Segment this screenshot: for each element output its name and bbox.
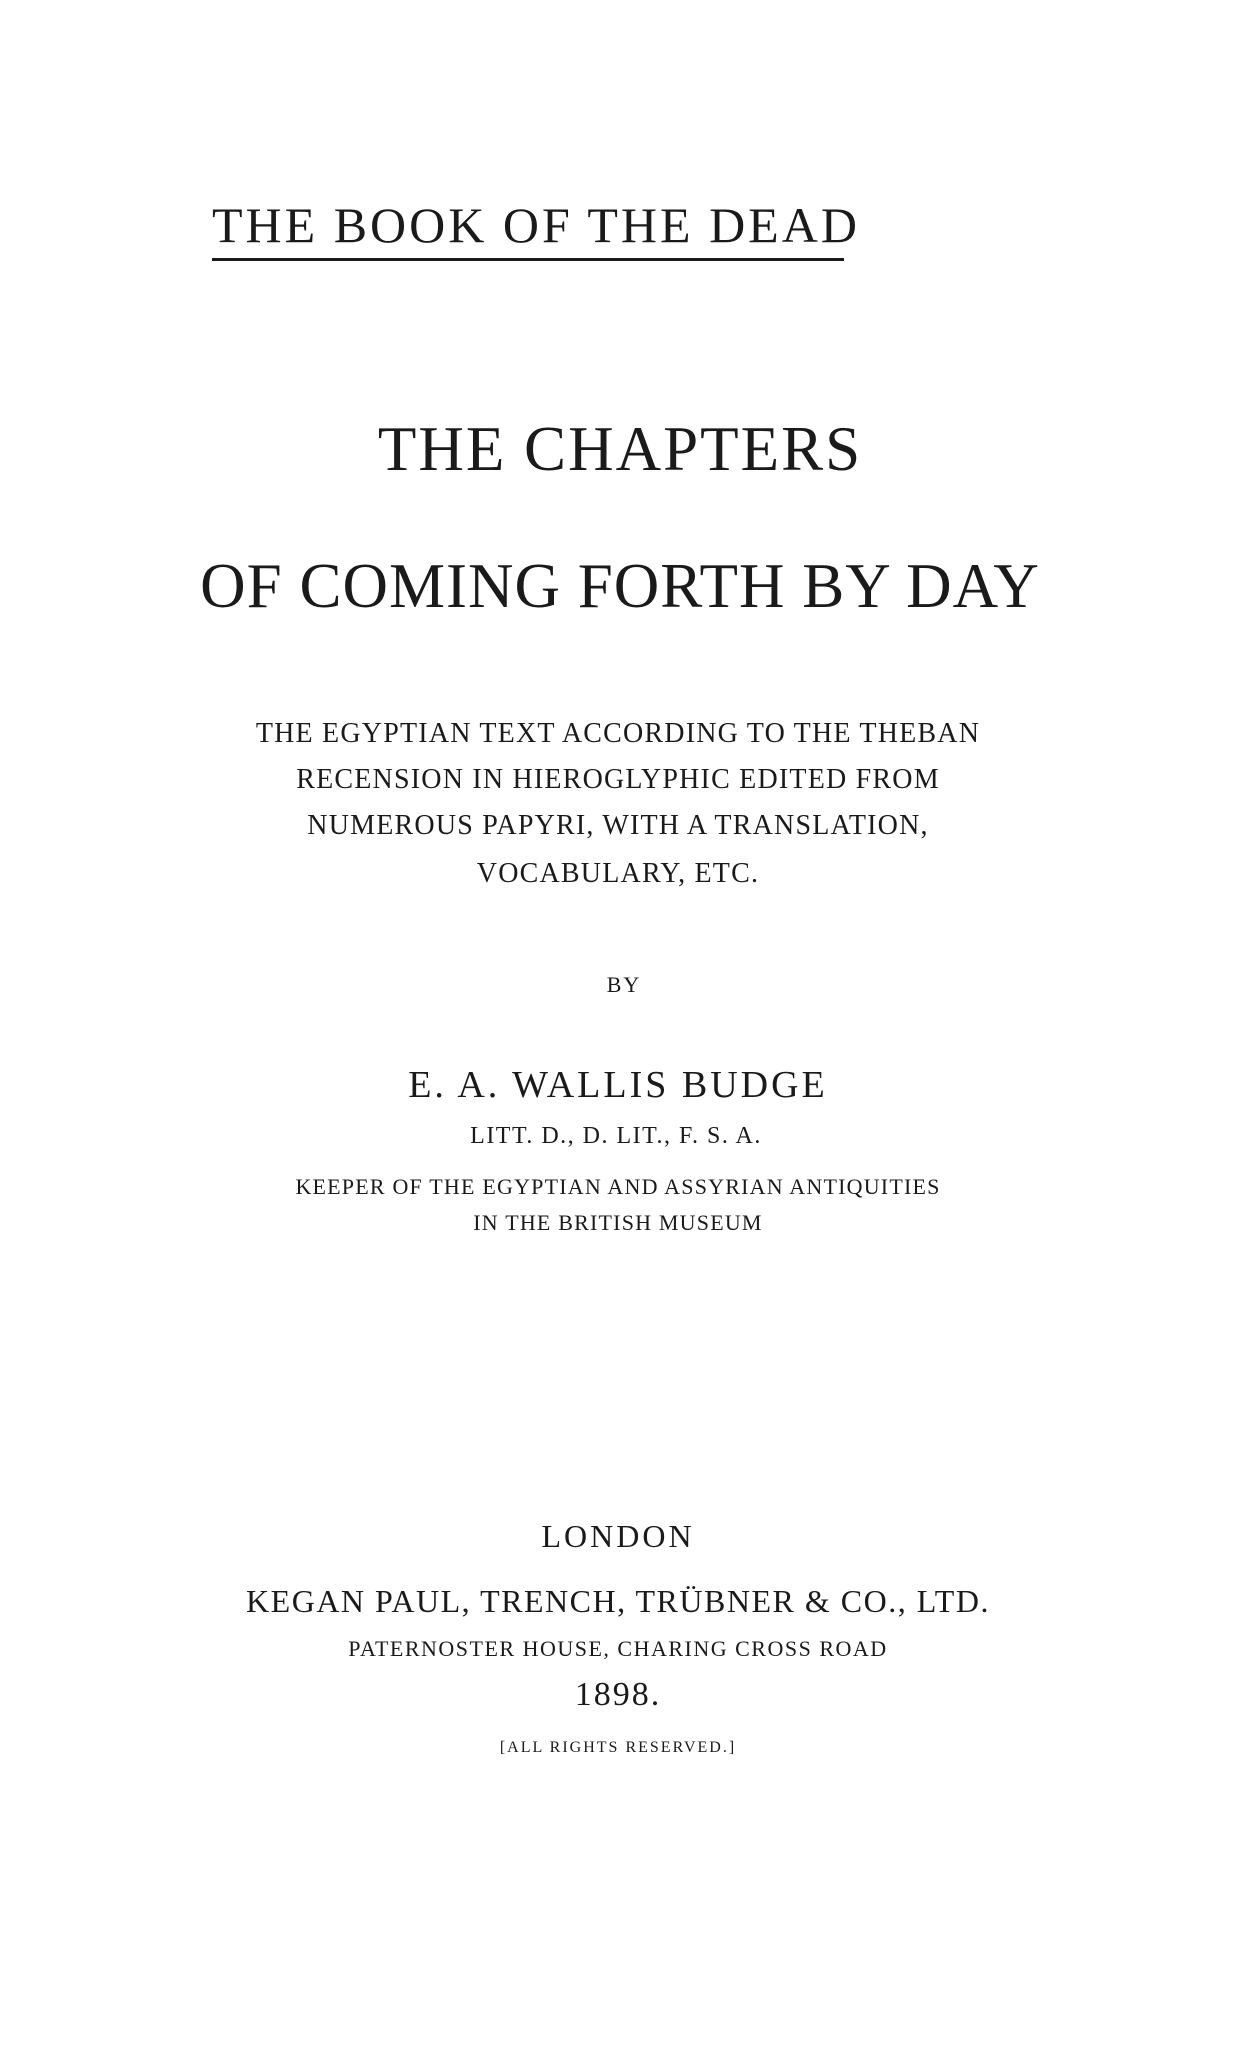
author-name: E. A. WALLIS BUDGE	[408, 1064, 828, 1106]
imprint-year: 1898.	[574, 1676, 662, 1713]
imprint-publisher: KEGAN PAUL, TRENCH, TRÜBNER & CO., LTD.	[246, 1583, 990, 1619]
description-line-3: NUMEROUS PAPYRI, WITH A TRANSLATION,	[307, 810, 929, 841]
description-line-4: VOCABULARY, ETC.	[476, 858, 760, 889]
series-title: THE BOOK OF THE DEAD	[212, 200, 844, 261]
imprint-address: PATERNOSTER HOUSE, CHARING CROSS ROAD	[348, 1636, 888, 1661]
imprint-place: LONDON	[541, 1518, 695, 1554]
title-line-1: THE CHAPTERS	[377, 414, 863, 484]
author-office-line-2: IN THE BRITISH MUSEUM	[473, 1210, 763, 1235]
rights-notice: [ALL RIGHTS RESERVED.]	[499, 1739, 737, 1756]
description-line-2: RECENSION IN HIEROGLYPHIC EDITED FROM	[296, 764, 940, 795]
by-label: BY	[606, 972, 642, 997]
description-line-1: THE EGYPTIAN TEXT ACCORDING TO THE THEBAN	[255, 718, 981, 749]
author-office-line-1: KEEPER OF THE EGYPTIAN AND ASSYRIAN ANTIQUITIES	[295, 1174, 941, 1199]
author-degrees: LITT. D., D. LIT., F. S. A.	[470, 1123, 762, 1149]
title-line-2: OF COMING FORTH BY DAY	[200, 551, 1040, 621]
